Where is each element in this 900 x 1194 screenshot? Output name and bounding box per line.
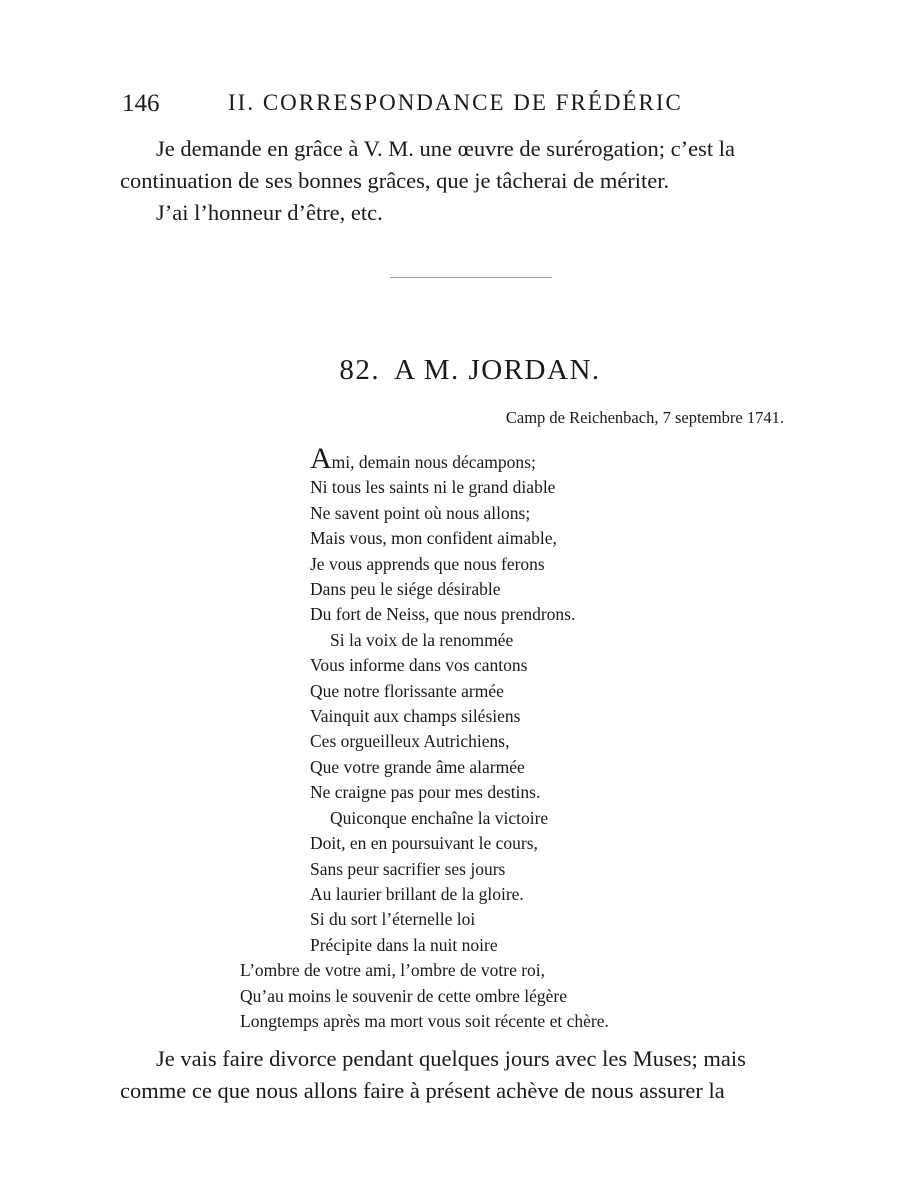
poem-line: Ne craigne pas pour mes destins. [310,782,541,803]
poem-line: Dans peu le siége désirable [310,579,501,600]
poem-line: Au laurier brillant de la gloire. [310,883,524,904]
poem-line: Ni tous les saints ni le grand diable [310,477,556,498]
poem-line: Que notre florissante armée [310,680,504,701]
poem-line-1 [0,442,900,475]
letter-dateline: Camp de Reichenbach, 7 septembre 1741. [505,408,784,427]
opening-line-1: Je demande en grâce à V. M. une œuvre de surérogation; c’est la [156,136,735,161]
section-separator [390,277,552,278]
poem-line: Qu’au moins le souvenir de cette ombre légère [240,985,568,1006]
poem-line: Mais vous, mon confident aimable, [310,528,557,549]
running-head: II. CORRESPONDANCE DE FRÉDÉRIC [228,90,683,115]
closing-paragraph [120,1043,820,1107]
closing-line-2: comme ce que nous allons faire à présent achève de nous assurer la [120,1078,725,1103]
poem-line-1-text: mi, demain nous décampons; [331,452,536,472]
poem-line: Vous informe dans vos cantons [310,655,528,676]
closing-formula [120,197,820,229]
poem-line: Ces orgueilleux Autrichiens, [310,731,510,752]
poem-line: Si la voix de la renommée [330,629,514,650]
poem-line: Si du sort l’éternelle loi [310,909,476,930]
poem-line: Vainquit aux champs silésiens [310,706,521,727]
letter-title: A M. JORDAN. [394,354,601,386]
poem-line: Quiconque enchaîne la victoire [330,807,549,828]
poem-line: Longtemps après ma mort vous soit récente et chère. [240,1010,609,1031]
drop-cap-initial: A [310,442,332,475]
poem-line: Je vous apprends que nous ferons [310,553,545,574]
poem-line: Sans peur sacrifier ses jours [310,858,506,879]
poem-line: Doit, en en poursuivant le cours, [310,833,538,854]
poem-line: L’ombre de votre ami, l’ombre de votre roi, [240,960,546,981]
poem-line: Du fort de Neiss, que nous prendrons. [310,604,576,625]
page-number: 146 [122,90,160,117]
poem [0,442,900,1034]
opening-paragraph [120,133,820,197]
opening-line-2: continuation de ses bonnes grâces, que je tâcherai de mériter. [120,168,670,193]
poem-line: Ne savent point où nous allons; [310,502,531,523]
poem-line: Que votre grande âme alarmée [310,756,525,777]
closing-line-1: Je vais faire divorce pendant quelques jours avec les Muses; mais [156,1046,746,1071]
letter-number: 82. [339,354,381,386]
letter-heading [0,354,900,387]
closing-formula-text: J’ai l’honneur d’être, etc. [156,200,383,225]
poem-line: Précipite dans la nuit noire [310,934,498,955]
